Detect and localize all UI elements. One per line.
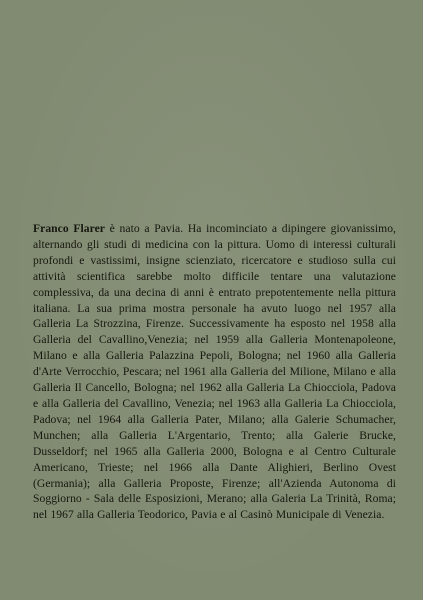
author-name: Franco Flarer [33,222,106,235]
biography-paragraph [33,221,396,523]
biography-text: è nato a Pavia. Ha incominciato a dipingere giovanissimo, alternando gli studi di medicina con la pittura. Uomo di interessi culturali profondi e vastissimi, insigne scienziato, ricercatore e studioso sulla cui attività scientifica sarebbe molto difficile tentare una valutazione complessiva, da una decina di anni è entrato prepotentemente nella pittura italiana. La sua prima mostra personale ha avuto luogo nel 1957 alla Galleria La Strozzina, Firenze. Successivamente ha esposto nel 1958 alla Galleria del Cavallino,Venezia; nel 1959 alla Galleria Montenapoleone, Milano e alla Galleria Palazzina Pepoli, Bologna; nel 1960 alla Galleria d'Arte Verrocchio, Pescara; nel 1961 alla Galleria del Milione, Milano e alla Galleria Il Cancello, Bologna; nel 1962 alla Galleria La Chiocciola, Padova e alla Galleria del Cavallino, Venezia; nel 1963 alla Galleria La Chiocciola, Padova; nel 1964 alla Galleria Pater, Milano; alla Galerie Schumacher, Munchen; alla Galleria L'Argentario, Trento; alla Galerie Brucke, Dusseldorf; nel 1965 alla Galleria 2000, Bologna e al Centro Culturale Americano, Trieste; nel 1966 alla Dante Alighieri, Berlino Ovest (Germania); alla Galleria Proposte, Firenze; all'Azienda Autonoma di Soggiorno - Sala delle Esposizioni, Merano; alla Galeria La Trinità, Roma; nel 1967 alla Galleria Teodorico, Pavia e al Casinò Municipale di Venezia. [33,222,397,522]
